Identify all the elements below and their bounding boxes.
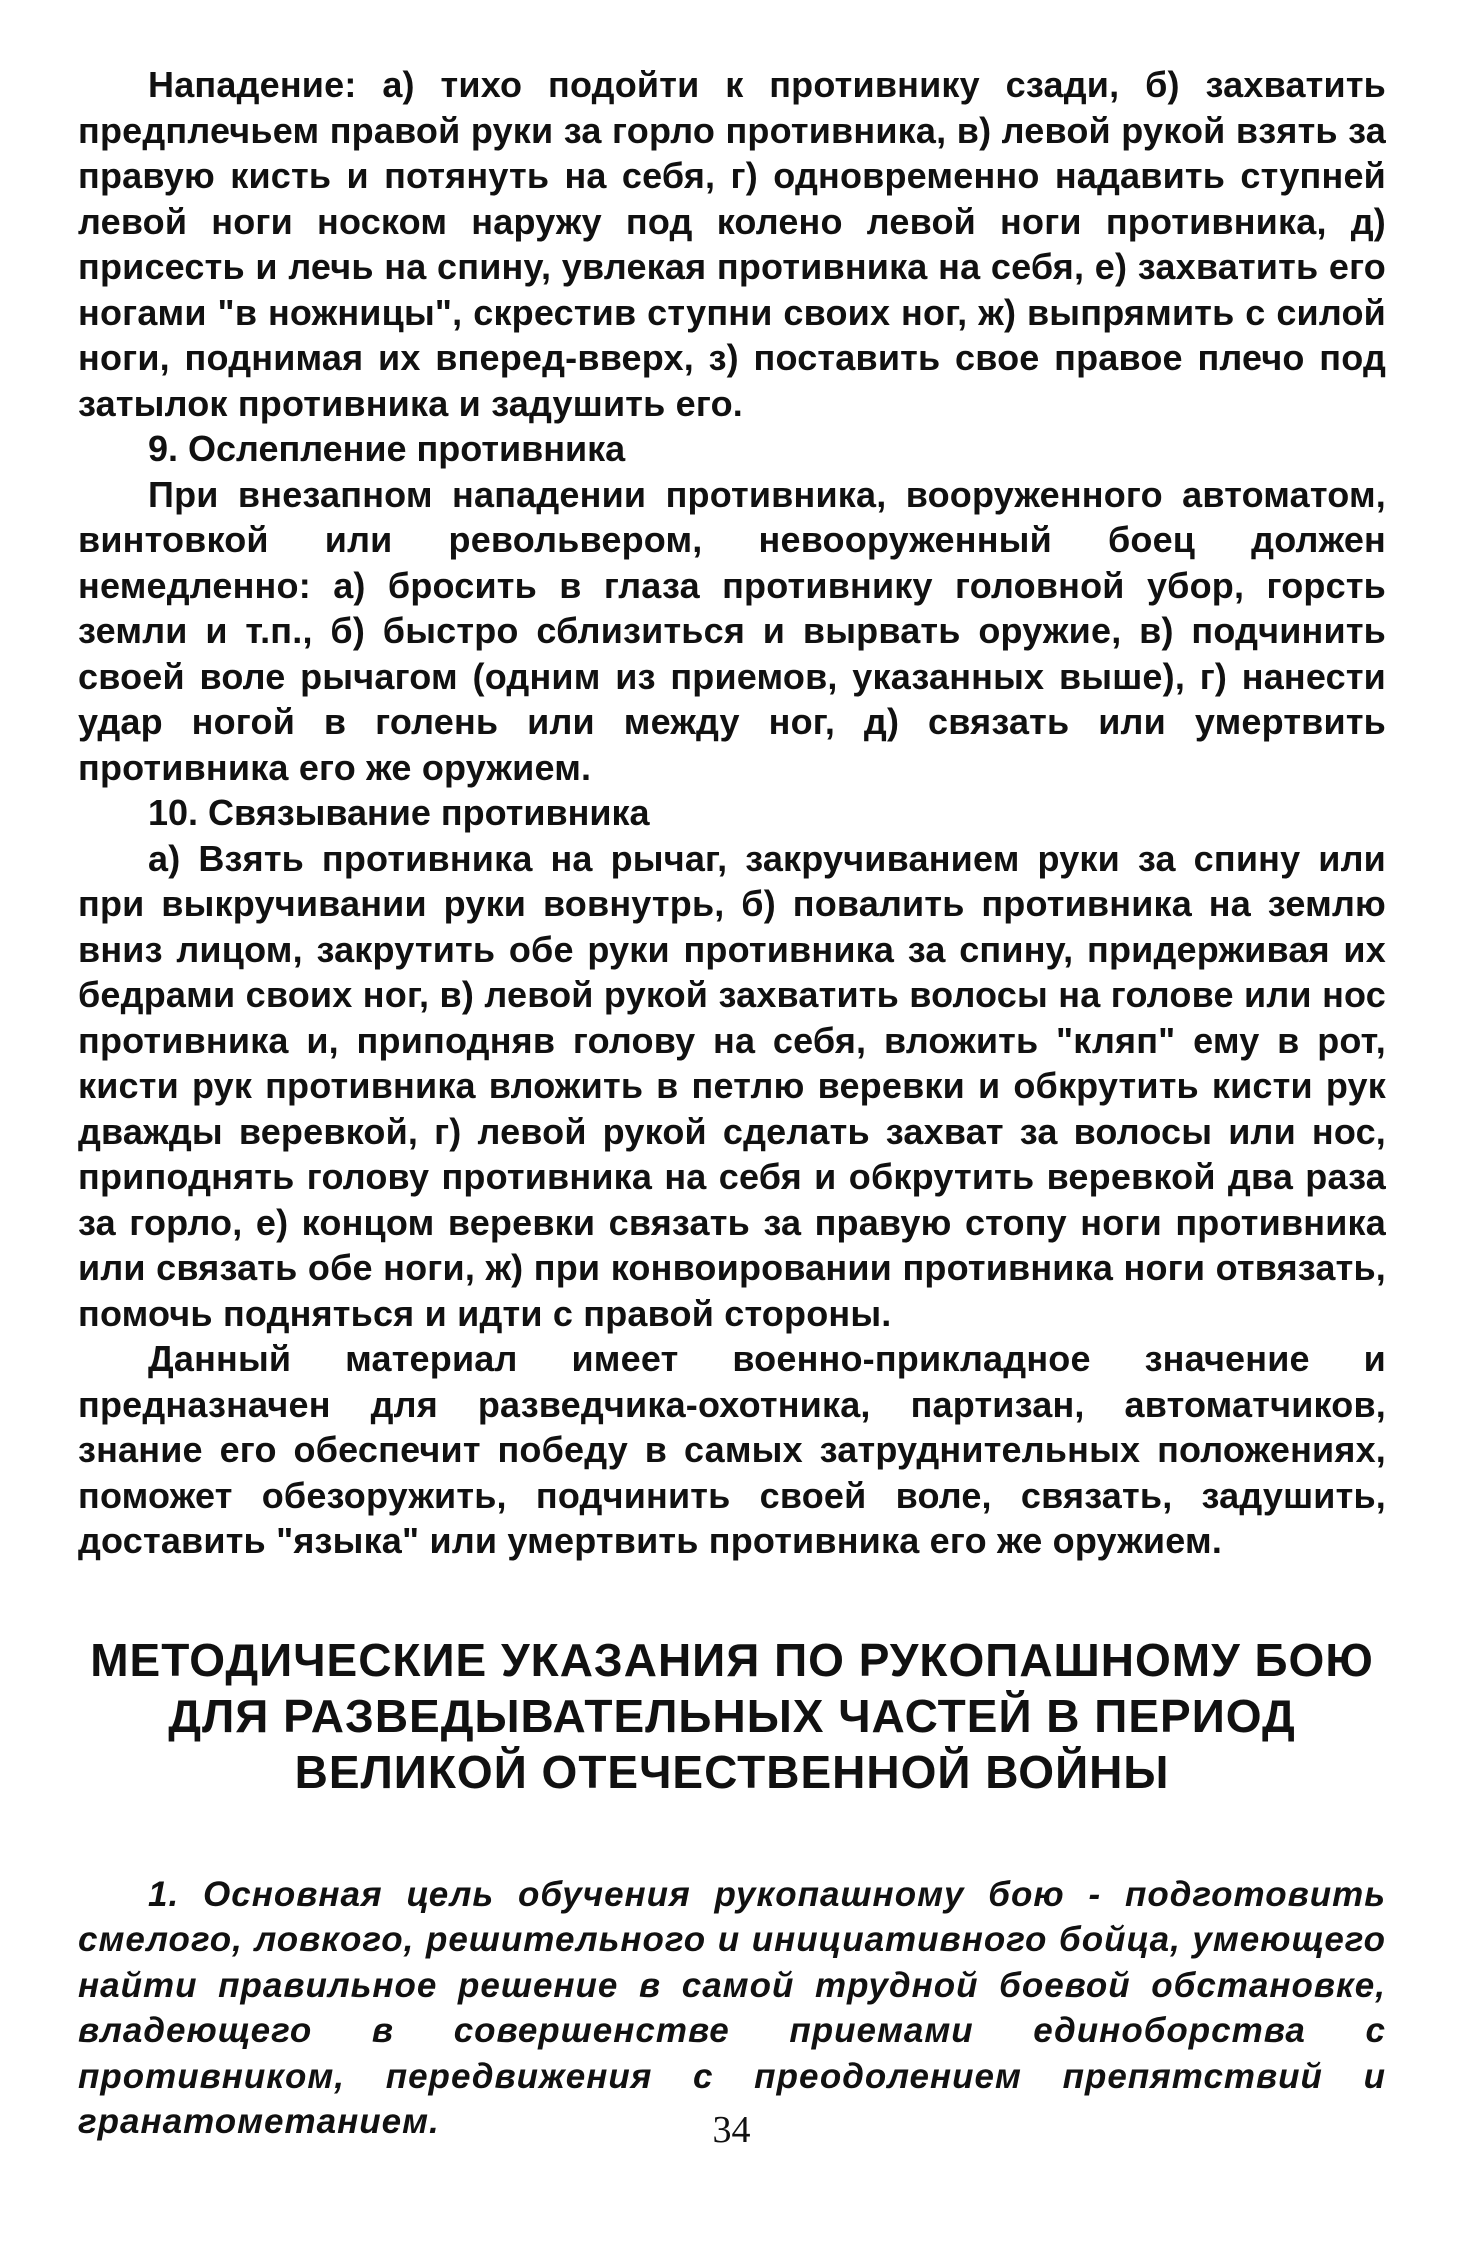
- page-content: [78, 62, 1386, 2145]
- section-title: [78, 1632, 1386, 1800]
- section-title-line-2: ДЛЯ РАЗВЕДЫВАТЕЛЬНЫХ ЧАСТЕЙ В ПЕРИОД: [168, 1689, 1296, 1742]
- section-title-line-1: МЕТОДИЧЕСКИЕ УКАЗАНИЯ ПО РУКОПАШНОМУ БОЮ: [90, 1633, 1374, 1686]
- paragraph-attack: Нападение: а) тихо подойти к противнику сзади, б) захватить предплечьем правой руки за горло противника, в) левой рукой взять за правую кисть и потянуть на себя, г) одновременно надавить ступней левой ноги носком наружу под колено левой ноги противника, д) присесть и лечь на спину, увлекая противника на себя, е) захватить его ногами "в ножницы", скрестив ступни своих ног, ж) выпрямить с силой ноги, поднимая их вперед-вверх, з) поставить свое правое плечо под затылок противника и задушить его.: [78, 64, 1386, 424]
- paragraph-blinding: При внезапном нападении противника, вооруженного автоматом, винтовкой или револьвером, невооруженный боец должен немедленно: а) бросить в глаза противнику головной убор, горсть земли и т.п., б) быстро сблизиться и вырвать оружие, в) подчинить своей воле рычагом (одним из приемов, указанных выше), г) нанести удар ногой в голень или между ног, д) связать или умертвить противника его же оружием.: [78, 473, 1386, 788]
- section-title-line-3: ВЕЛИКОЙ ОТЕЧЕСТВЕННОЙ ВОЙНЫ: [294, 1745, 1170, 1798]
- heading-blinding: 9. Ослепление противника: [148, 428, 626, 469]
- page-number: 34: [712, 2109, 751, 2151]
- intro-paragraph: 1. Основная цель обучения рукопашному бою - подготовить смелого, ловкого, решительного и инициативного бойца, умеющего найти правильное решение в самой трудной боевой обстановке, владеющего в совершенстве приемами единоборства с противником, передвижения с преодолением препятствий и гранатометанием.: [78, 1874, 1386, 2141]
- paragraph-conclusion: Данный материал имеет военно-прикладное значение и предназначен для разведчика-охотника, партизан, автоматчиков, знание его обеспечит победу в самых затруднительных положениях, поможет обезоружить, подчинить своей воле, связать, задушить, доставить "языка" или умертвить противника его же оружием.: [78, 1338, 1386, 1561]
- heading-tying: 10. Связывание противника: [148, 792, 650, 833]
- paragraph-tying: а) Взять противника на рычаг, закручиванием руки за спину или при выкручивании руки вовнутрь, б) повалить противника на землю вниз лицом, закрутить обе руки противника за спину, придерживая их бедрами своих ног, в) левой рукой захватить волосы на голове или нос противника и, приподняв голову на себя, вложить "кляп" ему в рот, кисти рук противника вложить в петлю веревки и обкрутить кисти рук дважды веревкой, г) левой рукой сделать захват за волосы или нос, приподнять голову противника на себя и обкрутить веревкой два раза за горло, е) концом веревки связать за правую стопу ноги противника или связать обе ноги, ж) при конвоировании противника ноги отвязать, помочь подняться и идти с правой стороны.: [78, 837, 1386, 1334]
